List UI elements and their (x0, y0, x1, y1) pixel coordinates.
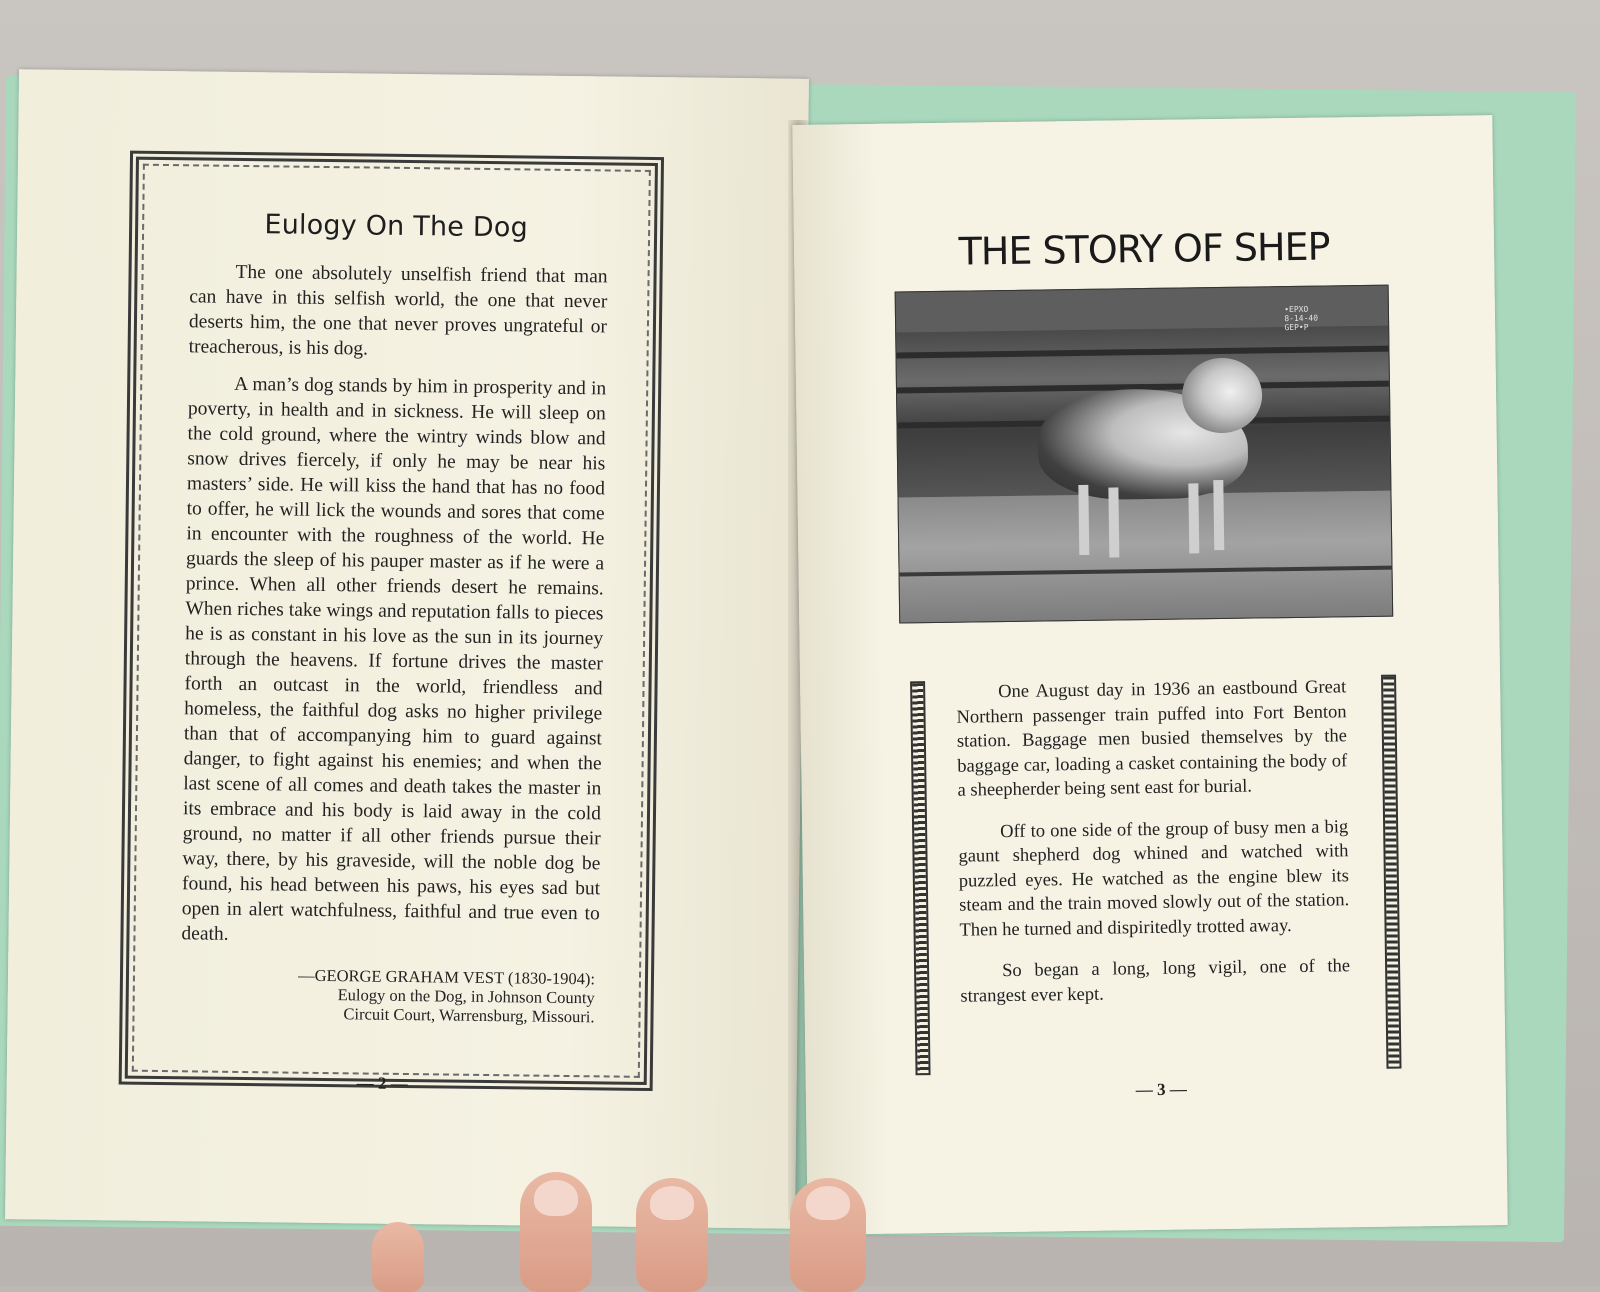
attribution (136, 964, 595, 1027)
hand-finger (372, 1222, 424, 1292)
story-paragraph: Off to one side of the group of busy men a big gaunt shepherd dog whined and watched with puzzled eyes. He watched as the engine blew its steam and the train moved slowly out of the station. Then he turned and dispiritedly trotted away. (958, 816, 1350, 941)
photo-stamp-line: 8-14-40 (1284, 313, 1319, 324)
story-text (956, 675, 1351, 1025)
decorative-border-left (910, 681, 930, 1075)
eulogy-frame (119, 151, 664, 1091)
left-page (5, 69, 809, 1229)
attribution-line: Eulogy on the Dog, in Johnson County (337, 985, 595, 1008)
story-paragraph: One August day in 1936 an eastbound Great Northern passenger train puffed into Fort Benton station. Baggage men busied themselves by the baggage car, loading a casket containing the body of a sheepherder being sent east for burial. (956, 677, 1348, 801)
eulogy-paragraph: The one absolutely unselfish friend that man can have in this selfish world, the one that never deserts him, the one that never proves ungrateful or treacherous, is his dog. (188, 261, 608, 360)
dog-leg (1078, 485, 1089, 555)
decorative-border-right (1381, 675, 1401, 1069)
fingernail (534, 1180, 578, 1216)
shep-photo (895, 285, 1394, 624)
story-title: THE STORY OF SHEP (958, 224, 1330, 275)
dog-leg (1213, 480, 1224, 550)
attribution-line: —GEORGE GRAHAM VEST (1830-1904): (298, 965, 596, 989)
fingernail (650, 1186, 694, 1220)
story-paragraph: So began a long, long vigil, one of the strangest ever kept. (960, 956, 1351, 1007)
dog-leg (1108, 487, 1119, 557)
eulogy-paragraph: A man’s dog stands by him in prosperity and in poverty, in health and in sickness. He will sleep on the cold ground, where the wintry winds blow and snow drives fiercely, if only he may be near his masters’ side. He will kiss the hand that has no food to offer, he will lick the wounds and sores that come in encounter with the roughness of the world. He guards the sleep of his pauper master as if he were a prince. When all other friends desert he remains. When riches take wings and reputation falls to pieces he is as constant in his love as the sun in its journey through the heavens. If fortune drives the master forth an outcast in the world, friendless and homeless, the faithful dog asks no higher privilege than that of accompanying him to guard against danger, to fight against his enemies; and when the last scene of all comes and death takes the master in its embrace and his body is laid away in the cold ground, no matter if all other friends pursue their way, there, by his graveside, will the noble dog be found, his head between his paws, his eyes sad but open in alert watchfulness, faithful and true even to death. (181, 373, 607, 945)
platform-ground (898, 491, 1392, 623)
photo-stamp-line: GEP•P (1284, 322, 1309, 333)
photo-stamp (1284, 305, 1318, 332)
right-page (792, 115, 1507, 1235)
story-text-box (910, 675, 1401, 1072)
eulogy-text (137, 259, 645, 952)
attribution-line: Circuit Court, Warrensburg, Missouri. (343, 1004, 595, 1027)
photo-stamp-line: •EPXO (1284, 304, 1309, 315)
eulogy-title: Eulogy On The Dog (264, 209, 529, 244)
dog-leg (1188, 483, 1199, 553)
page-number-left: — 2 — (356, 1073, 408, 1094)
fingernail (806, 1186, 850, 1220)
page-number-right: — 3 — (1135, 1079, 1187, 1100)
